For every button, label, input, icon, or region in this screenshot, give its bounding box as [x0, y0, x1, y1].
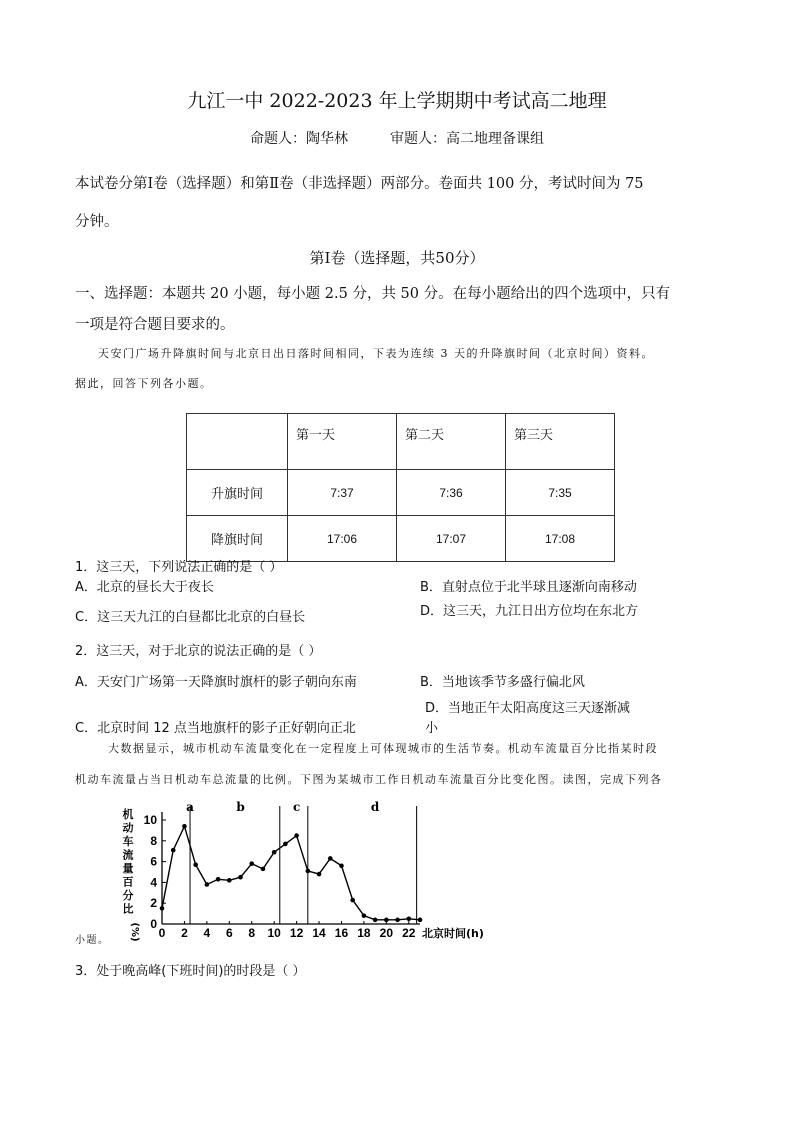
data-point	[249, 861, 254, 866]
x-tick-label: 6	[225, 926, 233, 940]
x-tick-label: 18	[357, 926, 371, 940]
data-point	[227, 878, 232, 883]
table-header-row	[187, 414, 615, 470]
q1-option-b: B．直射点位于北半球且逐渐向南移动	[420, 580, 637, 595]
data-point	[350, 898, 355, 903]
table-row	[187, 516, 615, 562]
x-tick-label: 12	[289, 926, 304, 940]
data-point	[171, 848, 176, 853]
data-point	[418, 918, 423, 923]
table-cell: 7:36	[397, 470, 506, 516]
y-tick-label: 6	[150, 854, 157, 869]
data-point	[373, 918, 378, 923]
x-axis-label: 北京时间(h)	[422, 927, 484, 940]
x-tick-label: 14	[312, 926, 326, 940]
x-tick-label: 16	[334, 926, 349, 940]
x-tick-label: 4	[203, 926, 211, 940]
data-point	[238, 875, 243, 880]
x-tick-label: 8	[248, 926, 256, 940]
data-point	[362, 913, 367, 918]
data-point	[306, 869, 311, 874]
y-axis-label-char: 机	[122, 808, 134, 821]
data-point	[395, 918, 400, 923]
q2-option-d: D．当地正午太阳高度这三天逐渐减	[425, 701, 631, 716]
y-axis-label-char: 百	[122, 875, 134, 889]
instruction-line-2: 一项是符合题目要求的。	[75, 317, 235, 333]
y-axis-label-char: 比	[122, 902, 134, 916]
data-point	[283, 842, 288, 847]
passage2-line-3: 小题。	[75, 935, 110, 946]
intro-line-1: 本试卷分第Ⅰ卷（选择题）和第Ⅱ卷（非选择题）两部分。卷面共 100 分，考试时间为 75	[75, 176, 644, 192]
y-axis-label-unit: (%)	[129, 922, 140, 942]
q1-stem: 1．这三天，下列说法正确的是（ ）	[75, 560, 283, 575]
q1-option-d: D．这三天，九江日出方位均在东北方	[420, 604, 639, 619]
table-header-cell: 第三天	[506, 414, 615, 470]
period-label-b: b	[236, 800, 245, 814]
passage2-line-2: 机动车流量占当日机动车总流量的比例。下图为某城市工作日机动车流量百分比变化图。读图，完成下列各	[75, 773, 663, 786]
flag-schedule-table	[186, 413, 615, 562]
passage1-line-2: 据此，回答下列各小题。	[75, 377, 213, 390]
table-cell: 7:37	[288, 470, 397, 516]
data-point	[328, 856, 333, 861]
table-row	[187, 470, 615, 516]
author: 命题人：陶华林	[250, 131, 348, 147]
table-header-cell: 第一天	[288, 414, 397, 470]
period-label-d: d	[370, 800, 380, 814]
y-tick-label: 4	[150, 875, 157, 890]
q2-stem: 2．这三天，对于北京的说法正确的是（ ）	[75, 644, 322, 659]
instruction-line-1: 一、选择题：本题共 20 小题，每小题 2.5 分，共 50 分。在每小题给出的四个选项中，只有	[75, 286, 671, 302]
x-tick-label: 20	[379, 926, 394, 940]
y-axis-label-char: 车	[122, 835, 134, 848]
data-point	[205, 882, 210, 887]
table-cell: 17:06	[288, 516, 397, 562]
passage1-line-1: 天安门广场升降旗时间与北京日出日落时间相同，下表为连续 3 天的升降旗时间（北京时间）资料。	[98, 347, 654, 360]
period-label-c: c	[292, 800, 301, 814]
data-point	[294, 833, 299, 838]
section-title: 第Ⅰ卷（选择题，共50分）	[309, 249, 485, 267]
y-axis-label-char: 动	[122, 821, 134, 835]
data-point	[160, 906, 165, 911]
x-tick-label: 2	[181, 926, 188, 940]
chart-labels	[123, 800, 484, 942]
q2-option-b: B．当地该季节多盛行偏北风	[420, 675, 585, 690]
table-cell: 17:07	[397, 516, 506, 562]
x-tick-label: 0	[158, 926, 166, 940]
x-tick-label: 10	[267, 926, 281, 940]
q2-option-a: A．天安门广场第一天降旗时旗杆的影子朝向东南	[75, 675, 357, 690]
x-tick-label: 22	[402, 926, 416, 940]
data-point	[182, 824, 187, 829]
q2-option-d-cont: 小	[425, 721, 439, 736]
chart-marks	[160, 806, 423, 924]
data-point	[406, 917, 411, 922]
data-point	[317, 872, 322, 877]
y-tick-label: 0	[150, 917, 157, 931]
y-axis-label-char: 量	[122, 862, 134, 875]
passage2-line-1: 大数据显示，城市机动车流量变化在一定程度上可体现城市的生活节奏。机动车流量百分比指某时段	[108, 742, 658, 755]
row-label: 降旗时间	[187, 516, 288, 562]
reviewer: 审题人：高二地理备课组	[390, 131, 544, 147]
table-header-cell: 第二天	[397, 414, 506, 470]
q2-option-c: C．北京时间 12 点当地旗杆的影子正好朝向正北	[75, 721, 356, 736]
q1-option-c: C．这三天九江的白昼都比北京的白昼长	[75, 610, 306, 625]
series-line	[162, 826, 420, 920]
q3-stem: 3．处于晚高峰(下班时间)的时段是（ ）	[75, 964, 306, 979]
data-point	[339, 863, 344, 868]
data-point	[193, 862, 198, 867]
period-label-a: a	[186, 800, 194, 814]
data-point	[216, 877, 221, 882]
data-point	[384, 918, 389, 923]
y-axis-label-char: 分	[122, 889, 134, 902]
y-tick-label: 2	[150, 896, 157, 911]
table-header-cell	[187, 414, 288, 470]
author-line	[0, 128, 794, 148]
y-tick-label: 10	[143, 813, 157, 827]
data-point	[261, 867, 266, 872]
y-axis-label-char: 流	[122, 848, 134, 862]
traffic-flow-chart	[118, 796, 498, 946]
y-tick-label: 8	[150, 833, 157, 848]
page-title: 九江一中 2022-2023 年上学期期中考试高二地理	[187, 90, 607, 112]
data-point	[272, 850, 277, 855]
table-cell: 17:08	[506, 516, 615, 562]
chart-axes	[162, 812, 420, 924]
row-label: 升旗时间	[187, 470, 288, 516]
intro-line-2: 分钟。	[75, 214, 119, 230]
table-cell: 7:35	[506, 470, 615, 516]
q1-option-a: A．北京的昼长大于夜长	[75, 580, 214, 595]
